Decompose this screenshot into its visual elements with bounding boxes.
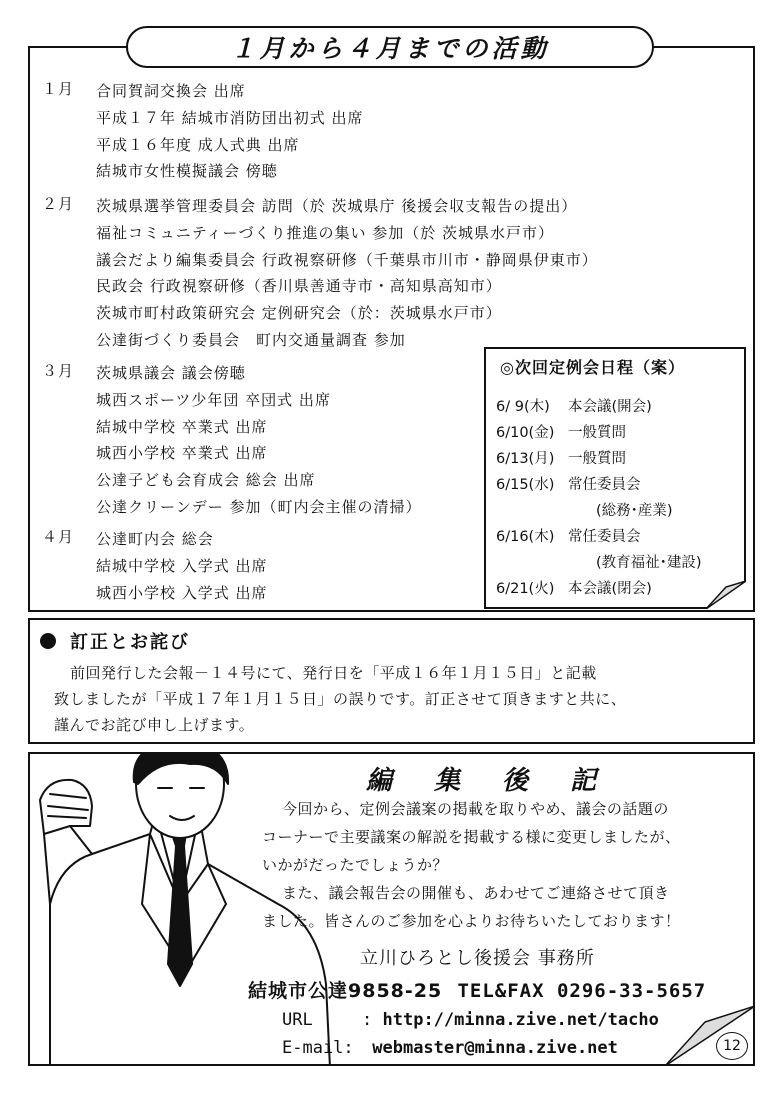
editor-note-title: 編集後記: [366, 766, 639, 796]
schedule-date: 6/15(水): [496, 477, 555, 493]
activity-item: 茨城市町村政策研究会 定例研究会（於：茨城県水戸市）: [96, 304, 502, 323]
schedule-row: [496, 577, 652, 598]
website-link[interactable]: http://minna.zive.net/tacho: [382, 1010, 659, 1030]
bullet-icon: [40, 633, 56, 649]
editor-note-text: ました。皆さんのご参加を心よりお待ちいたしております！: [262, 912, 681, 930]
email-link[interactable]: webmaster@minna.zive.net: [372, 1038, 618, 1058]
schedule-row: [496, 525, 641, 546]
activity-item: 合同賀詞交換会 出席: [96, 82, 246, 100]
activity-item: 福祉コミュニティーづくり推進の集い 参加（於 茨城県水戸市）: [96, 223, 555, 242]
schedule-date: 6/13(月): [496, 451, 555, 467]
office-address: 結城市公達9858-25: [248, 980, 443, 1002]
activity-item: 城西小学校 卒業式 出席: [96, 444, 268, 463]
editor-note-text: また、議会報告会の開催も、あわせてご連絡させて頂き: [282, 884, 670, 902]
activity-item: 公達クリーンデー 参加（町内会主催の清掃）: [96, 497, 422, 516]
office-contact: [248, 976, 706, 1003]
schedule-event: 常任委員会: [568, 477, 641, 493]
office-name: 立川ひろとし後援会 事務所: [360, 948, 595, 969]
schedule-event: 常任委員会: [568, 529, 641, 545]
schedule-panel: [484, 347, 746, 609]
schedule-row: [496, 447, 626, 468]
editor-note-text: コーナーで主要議案の解説を掲載する様に変更しましたが、: [262, 828, 681, 846]
schedule-event: 本会議(開会): [568, 399, 652, 415]
activity-item: 城西小学校 入学式 出席: [96, 583, 268, 602]
schedule-date: 6/16(木): [496, 529, 555, 545]
activity-item: 結城市女性模擬議会 傍聴: [96, 162, 278, 181]
correction-section: [28, 618, 755, 744]
activity-item: 議会だより編集委員会 行政視察研修（千葉県市川市・静岡県伊東市）: [96, 250, 598, 269]
activity-item: 結城中学校 卒業式 出席: [96, 417, 268, 436]
activities-title-banner: [126, 26, 654, 68]
email-label: E-mail:: [282, 1038, 354, 1058]
schedule-row: [496, 421, 626, 442]
activities-title: １月から４月までの活動: [230, 34, 550, 63]
month-block-apr: [42, 526, 268, 606]
activity-item: 平成１７年 結城市消防団出初式 出席: [96, 108, 364, 127]
schedule-committee-note: (教育福祉･建設): [596, 555, 702, 571]
schedule-event: 一般質問: [568, 451, 626, 467]
schedule-date: 6/21(火): [496, 581, 555, 597]
correction-text: 謹んでお詫び申し上げます。: [54, 716, 255, 734]
correction-header: [40, 628, 190, 654]
schedule-date: 6/ 9(木): [496, 399, 550, 415]
url-label: URL: [282, 1010, 313, 1030]
schedule-date: 6/10(金): [496, 425, 555, 441]
activity-item: 公達街づくり委員会 町内交通量調査 参加: [96, 330, 406, 349]
correction-heading: 訂正とお詫び: [70, 632, 190, 653]
page-number: 12: [716, 1032, 748, 1060]
url-row: [282, 1010, 659, 1030]
activity-item: 平成１６年度 成人式典 出席: [96, 135, 300, 154]
month-label: ２月: [42, 195, 75, 213]
activity-item: 民政会 行政視察研修（香川県善通寺市・高知県高知市）: [96, 277, 502, 296]
month-label: １月: [42, 80, 75, 98]
editor-note-text: 今回から、定例会議案の掲載を取りやめ、議会の話題の: [282, 800, 669, 818]
activity-item: 城西スポーツ少年団 卒団式 出席: [96, 390, 331, 409]
office-tel: TEL&FAX 0296-33-5657: [457, 980, 707, 1002]
page-curl-icon: [706, 581, 746, 609]
activity-item: 茨城県選挙管理委員会 訪問（於 茨城県庁 後援会収支報告の提出）: [96, 197, 578, 215]
month-block-mar: [42, 360, 422, 521]
activity-item: 茨城県議会 議会傍聴: [96, 364, 246, 382]
activity-item: 結城中学校 入学式 出席: [96, 556, 268, 575]
activity-item: 公達町内会 総会: [96, 530, 214, 548]
email-row: [282, 1038, 618, 1058]
schedule-row: [496, 395, 652, 416]
schedule-committee-note: (総務･産業): [596, 503, 673, 519]
correction-text: 前回発行した会報－１４号にて、発行日を「平成１６年１月１５日」と記載: [70, 664, 597, 682]
editor-note-text: いかがだったでしょうか？: [262, 856, 449, 874]
month-block-jan: [42, 78, 364, 185]
correction-text: 致しましたが「平成１７年１月１５日」の誤りです。訂正させて頂きますと共に、: [54, 690, 627, 708]
schedule-event: 本会議(閉会): [568, 581, 652, 597]
editor-note-section: [28, 752, 755, 1066]
url-separator: :: [362, 1010, 373, 1030]
schedule-title: ◎次回定例会日程（案）: [500, 358, 685, 377]
month-label: ３月: [42, 362, 75, 380]
month-block-feb: [42, 193, 598, 354]
month-label: ４月: [42, 528, 75, 546]
schedule-event: 一般質問: [568, 425, 626, 441]
schedule-row: [496, 473, 641, 494]
activity-item: 公達子ども会育成会 総会 出席: [96, 471, 316, 490]
